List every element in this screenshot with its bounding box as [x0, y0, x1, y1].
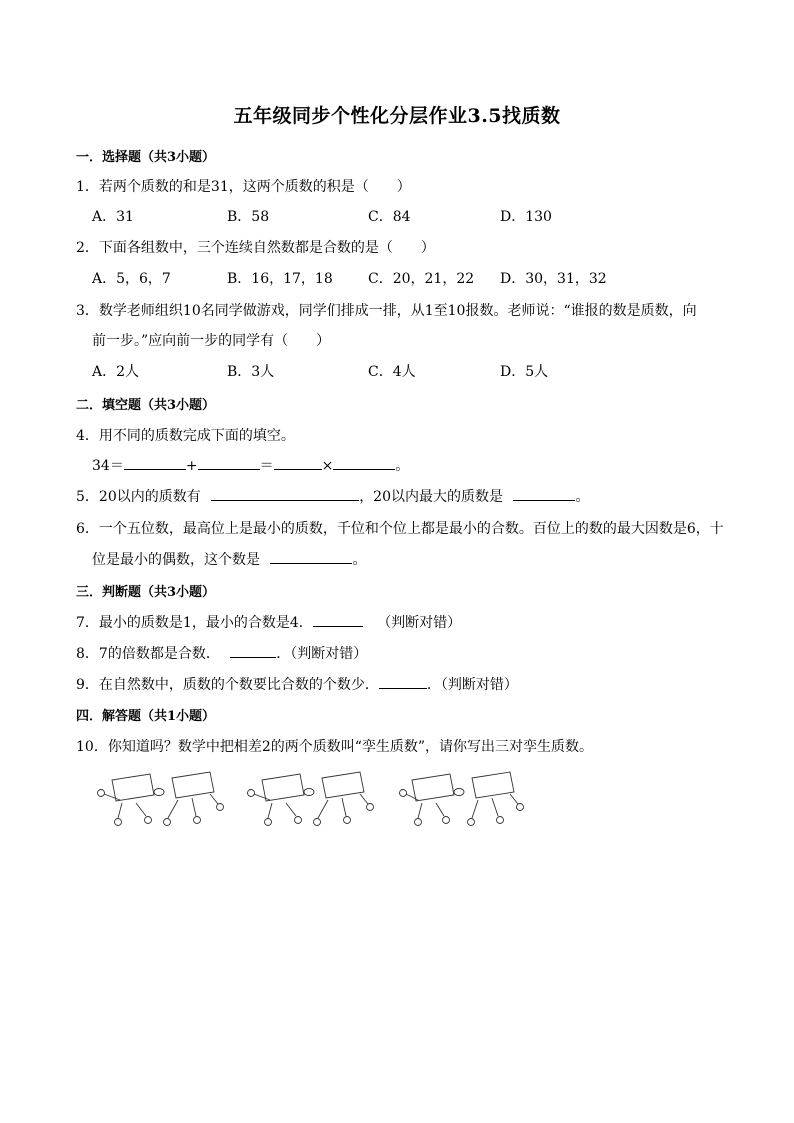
q7-suffix: （判断对错）	[377, 615, 462, 631]
q4-equals: ＝	[259, 458, 274, 474]
q4-blank-4[interactable]	[333, 457, 395, 470]
question-6-line-2	[92, 549, 366, 569]
q5-mid: ，20以内最大的质数是	[359, 489, 504, 505]
q4-end: 。	[395, 458, 410, 474]
q9-suffix: ．（判断对错）	[426, 677, 518, 693]
q2-option-a: A．5，6，7	[92, 271, 171, 287]
q7-prefix: 7．最小的质数是1，最小的合数是4．	[76, 615, 313, 631]
section-heading-judge: 三．判断题（共3小题）	[76, 585, 216, 600]
q1-option-c: C．84	[368, 209, 411, 225]
q3-option-c: C．4人	[368, 364, 416, 380]
question-7	[76, 612, 461, 632]
q1-option-d: D．130	[500, 209, 552, 225]
card-pair-2	[248, 772, 374, 826]
card-pair-1	[98, 772, 224, 826]
q3-option-b: B．3人	[227, 364, 275, 380]
question-2: 2．下面各组数中，三个连续自然数都是合数的是（ ）	[76, 240, 435, 256]
q5-end: 。	[575, 489, 590, 505]
section-heading-fill: 二．填空题（共3小题）	[76, 398, 216, 413]
twin-prime-cards-illustration	[92, 770, 552, 830]
question-4-equation	[92, 455, 409, 475]
question-1: 1．若两个质数的和是31，这两个质数的积是（ ）	[76, 179, 411, 195]
q9-prefix: 9．在自然数中，质数的个数要比合数的个数少．	[76, 677, 379, 693]
question-4: 4．用不同的质数完成下面的填空。	[76, 428, 295, 444]
section-heading-solve: 四．解答题（共1小题）	[76, 709, 216, 724]
question-10: 10．你知道吗？数学中把相差2的两个质数叫“孪生质数”，请你写出三对孪生质数。	[76, 739, 594, 755]
page-title: 五年级同步个性化分层作业3.5找质数	[233, 105, 561, 127]
section-heading-choice: 一．选择题（共3小题）	[76, 150, 216, 165]
q1-option-a: A．31	[92, 209, 134, 225]
question-3-line-2: 前一步。”应向前一步的同学有（ ）	[92, 333, 331, 349]
question-3-line-1: 3．数学老师组织10名同学做游戏，同学们排成一排，从1至10报数。老师说：“谁报的数是质数，向	[76, 303, 697, 319]
q2-option-c: C．20，21，22	[368, 271, 475, 287]
q6-prefix: 位是最小的偶数，这个数是	[92, 552, 260, 568]
q3-option-d: D．5人	[500, 364, 549, 380]
card-pair-3	[400, 772, 524, 826]
q4-blank-1[interactable]	[124, 457, 186, 470]
q8-prefix: 8．7的倍数都是合数．	[76, 646, 220, 662]
q4-blank-2[interactable]	[198, 457, 260, 470]
question-8	[76, 643, 367, 663]
q2-option-b: B．16，17，18	[227, 271, 333, 287]
q5-prefix: 5．20以内的质数有	[76, 489, 201, 505]
question-9	[76, 674, 518, 694]
q3-option-a: A．2人	[92, 364, 140, 380]
question-6-line-1: 6．一个五位数，最高位上是最小的质数，千位和个位上都是最小的合数。百位上的数的最大因数是6，十	[76, 521, 724, 537]
q8-blank[interactable]	[230, 645, 276, 658]
q2-option-d: D．30，31，32	[500, 271, 607, 287]
q8-suffix: ．（判断对错）	[276, 646, 368, 662]
q1-option-b: B．58	[227, 209, 270, 225]
q4-blank-3[interactable]	[274, 457, 322, 470]
q5-blank-2[interactable]	[513, 488, 575, 501]
q9-blank[interactable]	[379, 676, 427, 689]
question-5	[76, 486, 589, 506]
q4-plus: +	[185, 458, 198, 474]
q4-times: ×	[321, 458, 334, 474]
q4-eq-prefix: 34＝	[92, 458, 124, 474]
q5-blank-1[interactable]	[211, 488, 359, 501]
q6-end: 。	[352, 552, 367, 568]
q7-blank[interactable]	[313, 614, 363, 627]
q6-blank[interactable]	[270, 551, 352, 564]
